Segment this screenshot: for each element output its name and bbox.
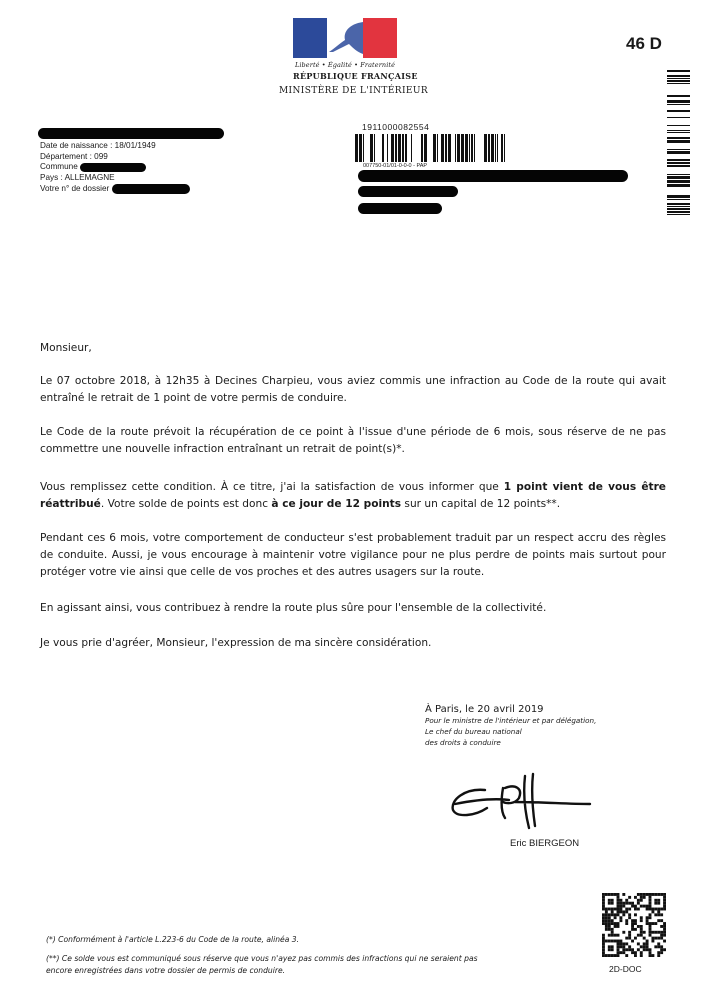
greeting: Monsieur, xyxy=(40,342,92,354)
place-date: À Paris, le 20 avril 2019 xyxy=(425,704,544,715)
barcode-text: 007750-01/01-0-0-0 - PAP xyxy=(363,163,428,169)
recipient-info xyxy=(40,128,224,194)
signature-line-2: Le chef du bureau national xyxy=(425,727,522,736)
birth-date: Date de naissance : 18/01/1949 xyxy=(40,141,156,151)
french-flag-icon xyxy=(293,18,397,58)
file-number-row xyxy=(40,184,224,195)
paragraph-2: Le Code de la route prévoit la récupération de ce point à l'issue d'une période de 6 mois, sous réserve de ne pas commettre une nouvelle infraction entraînant un retrait de point(s)*. xyxy=(40,426,666,455)
barcode xyxy=(355,134,505,162)
redacted-address xyxy=(358,170,628,214)
handwritten-signature xyxy=(445,770,595,830)
commune-row xyxy=(40,162,224,173)
commune-label: Commune xyxy=(40,162,78,172)
closing: Je vous prie d'agréer, Monsieur, l'expression de ma sincère considération. xyxy=(40,637,432,649)
vertical-barcode xyxy=(667,70,690,222)
barcode-number: 1911000082554 xyxy=(362,122,430,132)
footnote-2: (**) Ce solde vous est communiqué sous réserve que vous n'ayez pas commis des infractions qui ne seraient pas encore enregistrées dans votre dossier de permis de conduire. xyxy=(46,954,478,975)
signature-line-3: des droits à conduire xyxy=(425,738,501,747)
marianne-logo xyxy=(293,18,418,81)
file-number-label: Votre n° de dossier xyxy=(40,183,110,193)
motto: Liberté • Égalité • Fraternité xyxy=(294,61,396,69)
ministry-title: MINISTÈRE DE L'INTÉRIEUR xyxy=(278,86,429,96)
redacted-name xyxy=(38,128,224,139)
country: Pays : ALLEMAGNE xyxy=(40,173,115,183)
paragraph-5: En agissant ainsi, vous contribuez à rendre la route plus sûre pour l'ensemble de la collectivité. xyxy=(40,602,547,614)
republic-title: RÉPUBLIQUE FRANÇAISE xyxy=(293,71,418,81)
signatory-name: Eric BIERGEON xyxy=(510,838,580,849)
footnote-1: (*) Conformément à l'article L.223-6 du Code de la route, alinéa 3. xyxy=(46,935,300,944)
signature-line-1: Pour le ministre de l'intérieur et par délégation, xyxy=(425,716,597,725)
2d-doc-label: 2D-DOC xyxy=(609,964,642,974)
document-reference: 46 D xyxy=(626,34,662,53)
paragraph-3: Vous remplissez cette condition. À ce titre, j'ai la satisfaction de vous informer que 1 point vient de vous être réattribué. Votre solde de points est donc à ce jour de 12 points sur un capital de 12 points**. xyxy=(40,481,666,510)
paragraph-4: Pendant ces 6 mois, votre comportement de conducteur s'est probablement traduit par un respect accru des règles de conduite. Aussi, je vous encourage à maintenir votre vigilance pour ne plus perdre de points mais surtout pour protéger votre vie ainsi que celle de vos proches et des autres usagers sur la route. xyxy=(40,532,666,578)
signature-block xyxy=(425,704,596,748)
2d-doc-code xyxy=(602,893,666,957)
paragraph-1: Le 07 octobre 2018, à 12h35 à Decines Charpieu, vous aviez commis une infraction au Code de la route qui avait entraîné le retrait de 1 point de votre permis de conduire. xyxy=(40,375,666,404)
department: Département : 099 xyxy=(40,151,108,161)
